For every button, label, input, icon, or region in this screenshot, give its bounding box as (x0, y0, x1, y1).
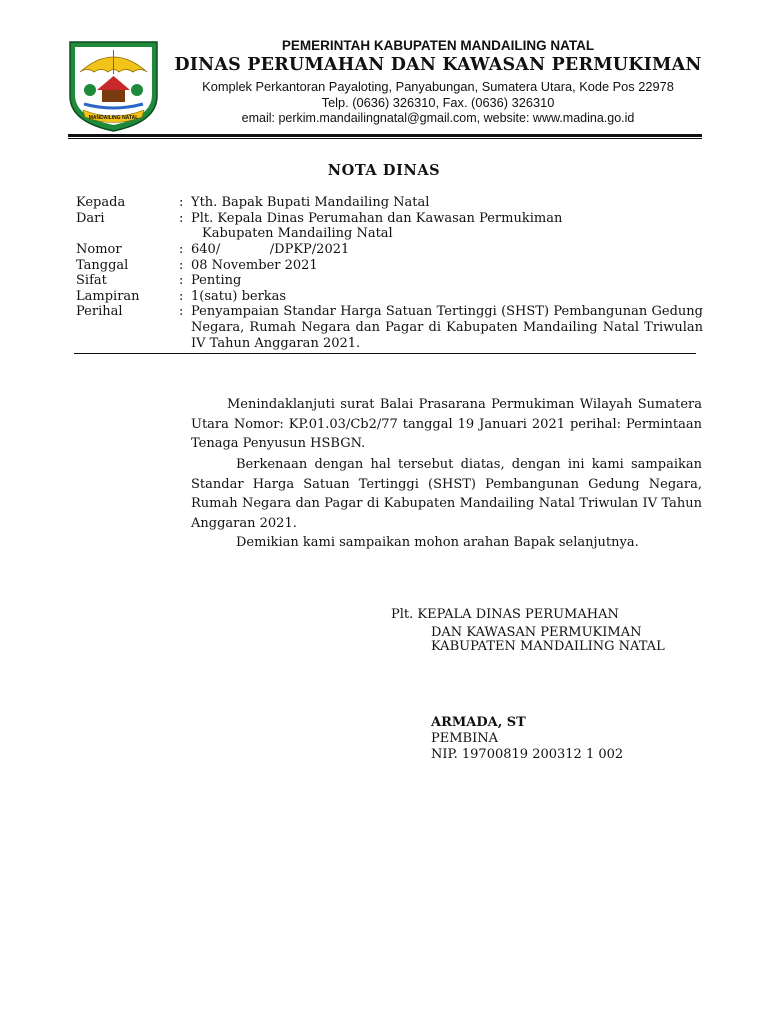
document-title: NOTA DINAS (327, 162, 441, 179)
field-label-tanggal: Tanggal (76, 258, 129, 273)
field-colon: : (179, 195, 184, 210)
field-label-nomor: Nomor (76, 242, 122, 257)
field-value-lampiran: 1(satu) berkas (191, 289, 287, 304)
field-colon: : (179, 258, 184, 273)
field-label-sifat: Sifat (76, 273, 107, 288)
field-colon: : (179, 304, 184, 319)
letterhead-divider-thin (68, 138, 702, 139)
signature-title-line3: KABUPATEN MANDAILING NATAL (431, 639, 665, 654)
body-paragraph-3: Demikian kami sampaikan mohon arahan Bapak selanjutnya. (236, 535, 639, 550)
field-colon: : (179, 211, 184, 226)
field-value-sifat: Penting (191, 273, 242, 288)
field-value-dari-line2: Kabupaten Mandailing Natal (202, 226, 393, 241)
letterhead-agency: DINAS PERUMAHAN DAN KAWASAN PERMUKIMAN (174, 55, 702, 75)
signature-title-line1: Plt. KEPALA DINAS PERUMAHAN (391, 607, 619, 622)
field-label-lampiran: Lampiran (76, 289, 140, 304)
field-value-kepada: Yth. Bapak Bupati Mandailing Natal (191, 195, 430, 210)
signatory-nip: NIP. 19700819 200312 1 002 (431, 747, 624, 762)
field-value-nomor: 640/ /DPKP/2021 (191, 242, 350, 257)
field-label-perihal: Perihal (76, 304, 123, 319)
letterhead-phone: Telp. (0636) 326310, Fax. (0636) 326310 (321, 95, 555, 110)
field-value-tanggal: 08 November 2021 (191, 258, 318, 273)
letterhead-divider (68, 134, 702, 137)
field-colon: : (179, 242, 184, 257)
signatory-name: ARMADA, ST (431, 715, 526, 730)
body-paragraph-2: Berkenaan dengan hal tersebut diatas, dengan ini kami sampaikan Standar Harga Satuan Tertinggi (SHST) Pembangunan Gedung Negara, Rumah Negara dan Pagar di Kabupaten Mandailing Natal Triwulan IV Tahun Anggaran 2021. (191, 457, 702, 531)
letterhead-address: Komplek Perkantoran Payaloting, Panyabungan, Sumatera Utara, Kode Pos 22978 (202, 79, 674, 94)
field-label-dari: Dari (76, 211, 105, 226)
signature-title-line2: DAN KAWASAN PERMUKIMAN (431, 625, 642, 640)
field-value-perihal: Penyampaian Standar Harga Satuan Tertinggi (SHST) Pembangunan Gedung Negara, Rumah Negara dan Pagar di Kabupaten Mandailing Natal Triwulan IV Tahun Anggaran 2021. (191, 304, 703, 351)
fields-divider (74, 353, 696, 354)
field-colon: : (179, 273, 184, 288)
letterhead-email: email: perkim.mandailingnatal@gmail.com, website: www.madina.go.id (241, 111, 635, 125)
field-colon: : (179, 289, 184, 304)
logo-banner-text: MANDAILING NATAL (88, 115, 139, 121)
signatory-rank: PEMBINA (431, 731, 498, 746)
letterhead-government: PEMERINTAH KABUPATEN MANDAILING NATAL (281, 38, 595, 53)
field-label-kepada: Kepada (76, 195, 126, 210)
body-paragraph-1: Menindaklanjuti surat Balai Prasarana Permukiman Wilayah Sumatera Utara Nomor: KP.01.03/Cb2/77 tanggal 19 Januari 2021 perihal: Permintaan Tenaga Penyusun HSBGN. (191, 397, 702, 451)
regency-coat-of-arms-logo (66, 38, 161, 133)
field-value-dari: Plt. Kepala Dinas Perumahan dan Kawasan Permukiman (191, 211, 563, 226)
